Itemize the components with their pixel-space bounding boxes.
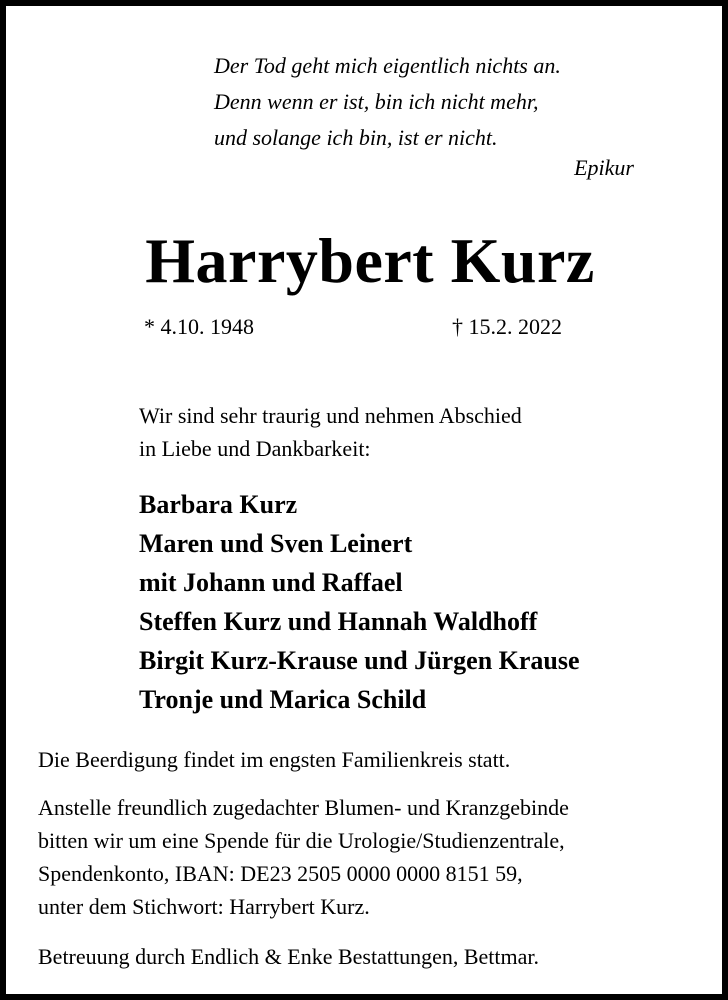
- family-member: Birgit Kurz-Krause und Jürgen Krause: [139, 646, 580, 675]
- funeral-note: Die Beerdigung findet im engsten Familienkreis statt.: [38, 747, 511, 772]
- family-member: Steffen Kurz und Hannah Waldhoff: [139, 607, 538, 636]
- family-member: mit Johann und Raffael: [139, 568, 403, 597]
- family-member: Maren und Sven Leinert: [139, 529, 413, 558]
- quote-line: und solange ich bin, ist er nicht.: [214, 125, 498, 150]
- quote-line: Der Tod geht mich eigentlich nichts an.: [214, 53, 561, 78]
- deceased-name: Harrybert Kurz: [145, 225, 595, 296]
- family-list: [139, 485, 580, 719]
- birth-date: * 4.10. 1948: [144, 314, 254, 339]
- death-date: † 15.2. 2022: [452, 314, 562, 339]
- intro-line: in Liebe und Dankbarkeit:: [139, 436, 371, 461]
- quote-block: [214, 48, 561, 156]
- donation-line: unter dem Stichwort: Harrybert Kurz.: [38, 894, 370, 919]
- donation-note: [38, 791, 569, 923]
- farewell-intro: [139, 399, 522, 465]
- donation-line: bitten wir um eine Spende für die Urologie/Studienzentrale,: [38, 828, 565, 853]
- quote-line: Denn wenn er ist, bin ich nicht mehr,: [214, 89, 539, 114]
- family-member: Tronje und Marica Schild: [139, 685, 427, 714]
- intro-line: Wir sind sehr traurig und nehmen Abschied: [139, 403, 522, 428]
- undertaker-note: Betreuung durch Endlich & Enke Bestattungen, Bettmar.: [38, 944, 539, 969]
- donation-line: Anstelle freundlich zugedachter Blumen- und Kranzgebinde: [38, 795, 569, 820]
- donation-line: Spendenkonto, IBAN: DE23 2505 0000 0000 8151 59,: [38, 861, 523, 886]
- family-member: Barbara Kurz: [139, 490, 298, 519]
- quote-author: Epikur: [574, 155, 634, 180]
